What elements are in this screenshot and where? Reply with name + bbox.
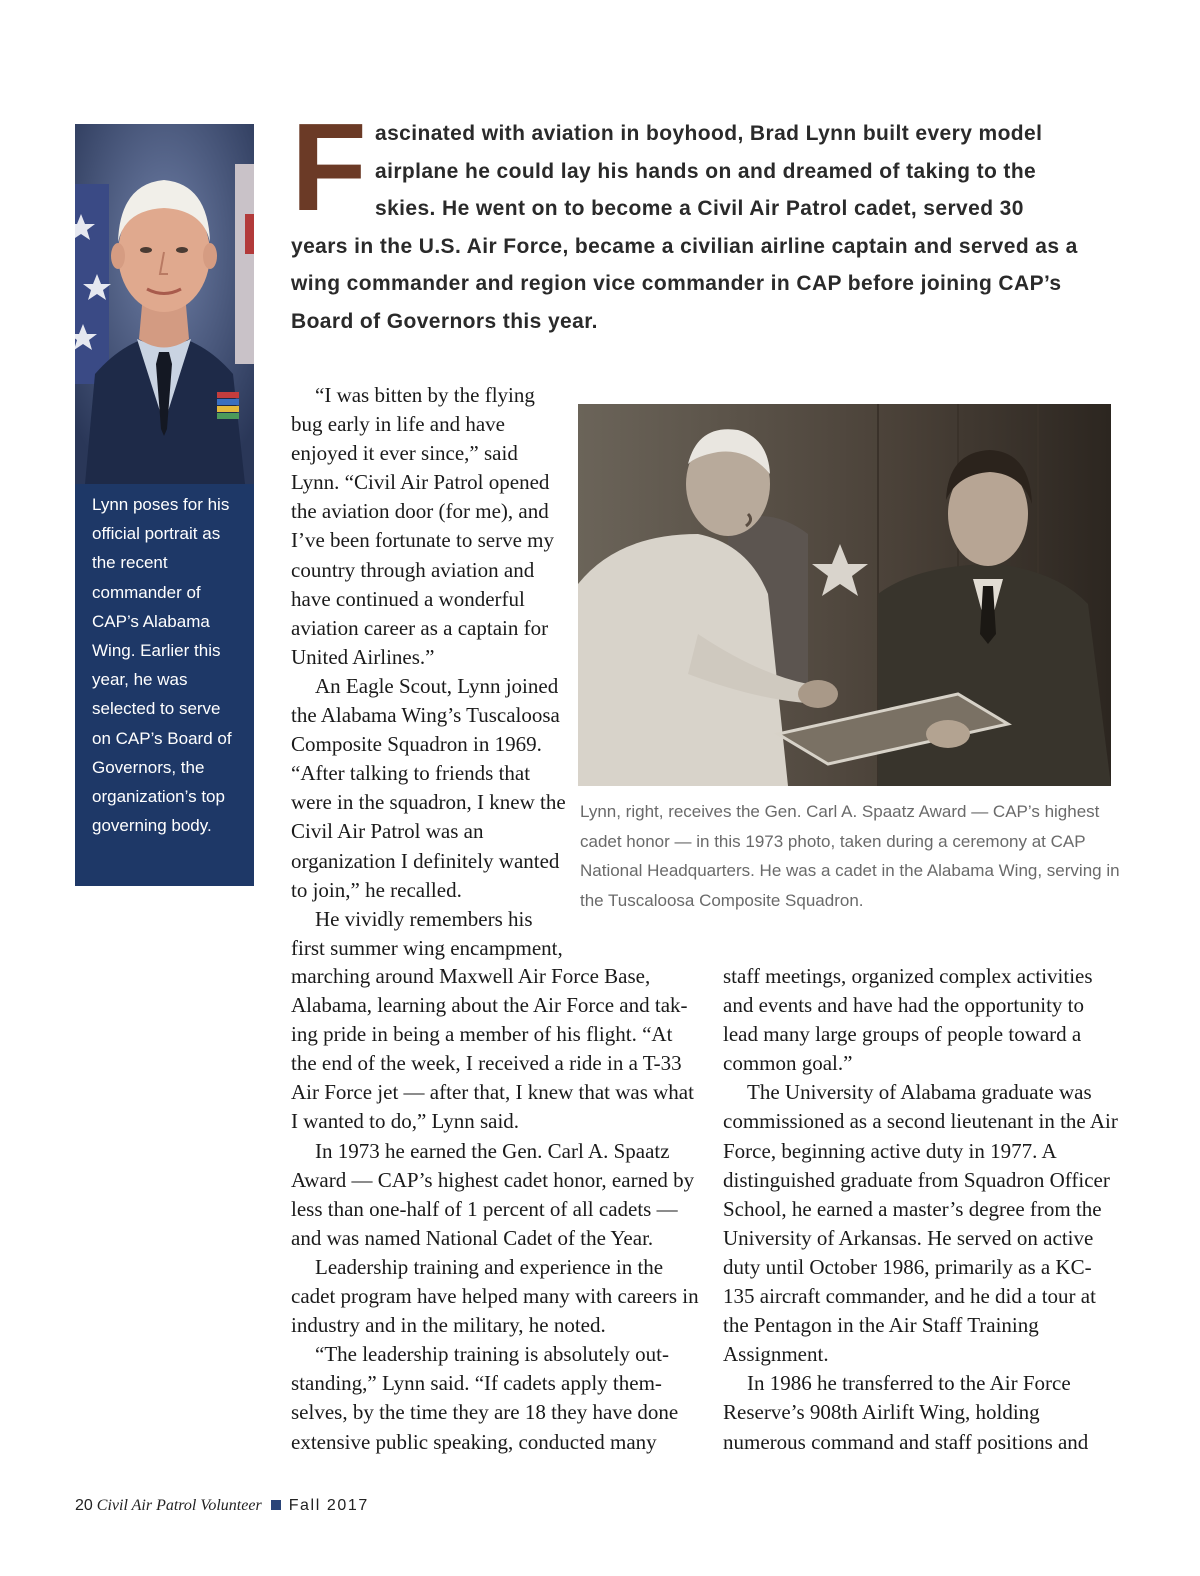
portrait-illustration [75,124,254,484]
body-paragraph: In 1986 he transferred to the Air Force Reserve’s 908th Airlift Wing, holding numerous command and staff positions and [723,1371,1089,1454]
body-paragraph: staff meetings, organized complex activities and events and have had the opportunity to lead many large groups of people toward a common goal.” [723,964,1093,1076]
intro-line: ascinated with aviation in boyhood, Brad Lynn built every model [375,122,1043,145]
body-paragraph: “The leadership training is absolutely out-standing,” Lynn said. “If cadets apply them-selves, by the time they are 18 they have done extensive public speaking, conducted many [291,1342,679,1454]
footer-square-icon [271,1500,281,1510]
body-column-left-top [291,381,566,963]
intro-line: skies. He went on to become a Civil Air Patrol cadet, served 30 [375,197,1024,220]
magazine-title: Civil Air Patrol Volunteer [96,1497,262,1514]
body-paragraph: In 1973 he earned the Gen. Carl A. Spaatz Award — CAP’s highest cadet honor, earned by less than one-half of 1 percent of all cadets — and was named National Cadet of the Year. [291,1138,695,1250]
body-column-right [723,962,1123,1457]
sidebar-caption: Lynn poses for his official portrait as the recent commander of CAP’s Alabama Wing. Earlier this year, he was selected to serve on CAP’s Board of Governors, the organization’s top governing body. [92,495,232,836]
intro-line: years in the U.S. Air Force, became a civilian airline captain and served as a [291,235,1078,258]
body-paragraph: An Eagle Scout, Lynn joined the Alabama Wing’s Tuscaloosa Composite Squadron in 1969. “After talking to friends that were in the squadron, I knew the Civil Air Patrol was an organization I definitely wanted to join,” he recalled. [291,673,566,902]
page-footer [75,1497,369,1515]
body-paragraph: Leadership training and experience in the cadet program have helped many with careers in industry and in the military, he noted. [291,1254,699,1338]
drop-cap: F [291,118,367,218]
intro-line: wing commander and region vice commander in CAP before joining CAP’s [291,272,1062,295]
award-ceremony-photo [578,404,1111,786]
body-paragraph: The University of Alabama graduate was commissioned as a second lieutenant in the Air Force, beginning active duty in 1977. A distinguished graduate from Squadron Officer School, he earned a master’s degree from the University of Arkansas. He served on active duty until October 1986, primarily as a KC-135 aircraft commander, and he did a tour at the Pentagon in the Air Staff Training Assignment. [723,1080,1118,1367]
body-column-left-bottom [291,962,701,1457]
body-paragraph: marching around Maxwell Air Force Base, Alabama, learning about the Air Force and tak-ing pride in being a member of his flight. “At the end of the week, I received a ride in a T-33 Air Force jet — after that, I knew that was what I wanted to do,” Lynn said. [291,964,694,1134]
sidebar-caption-box [75,484,254,886]
photo-caption: Lynn, right, receives the Gen. Carl A. Spaatz Award — CAP’s highest cadet honor — in this 1973 photo, taken during a ceremony at CAP National Headquarters. He was a cadet in the Alabama Wing, serving in the Tuscaloosa Composite Squadron. [580,802,1120,910]
intro-line: Board of Governors this year. [291,310,598,333]
body-paragraph: He vividly remembers his first summer wing encampment, [291,906,563,960]
award-photo-illustration [578,404,1111,786]
issue-label: Fall 2017 [288,1497,369,1514]
page-number: 20 [75,1497,93,1514]
intro-line: airplane he could lay his hands on and dreamed of taking to the [375,160,1037,183]
body-paragraph: “I was bitten by the flying bug early in life and have enjoyed it ever since,” said Lynn. “Civil Air Patrol opened the aviation door (for me), and I’ve been fortunate to serve my country through aviation and have continued a wonderful aviation career as a captain for United Airlines.” [291,383,554,669]
portrait-photo [75,124,254,484]
